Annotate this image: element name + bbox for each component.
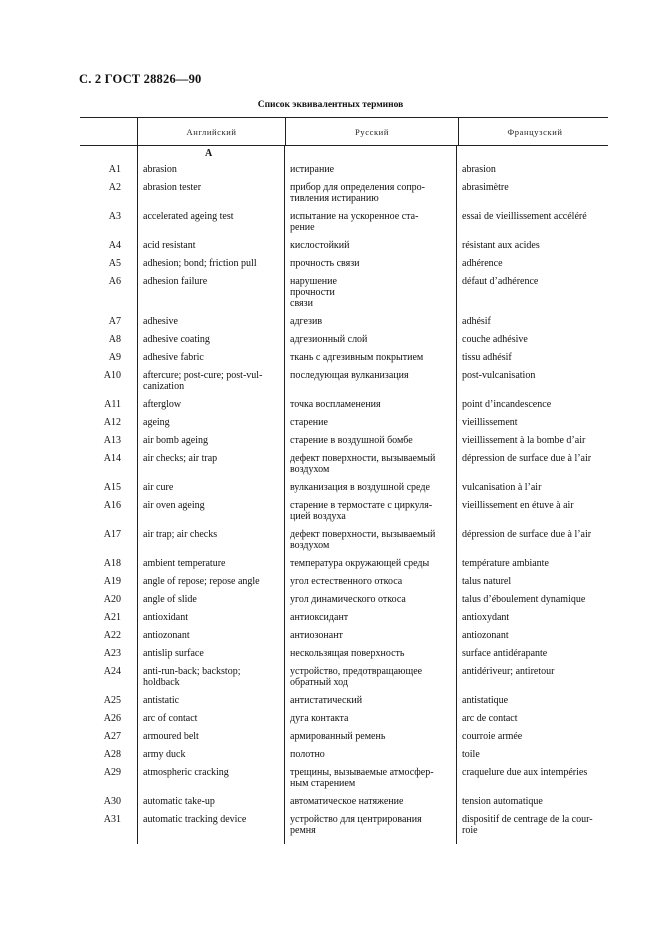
english-term-line: accelerated ageing test (143, 211, 234, 222)
french-term-line: craquelure due aux intempéries (462, 767, 588, 778)
term-code: A27 (103, 731, 121, 742)
table-title: Список эквивалентных терминов (257, 100, 404, 110)
russian-term-line: старение (290, 417, 328, 428)
table-row (80, 574, 608, 592)
term-code: A23 (103, 648, 121, 659)
english-term-line: automatic take-up (143, 796, 215, 807)
russian-term-line: обратный ход (290, 677, 348, 688)
russian-term-line: истирание (290, 164, 335, 175)
french-term (456, 332, 608, 350)
russian-term-line: кислостойкий (290, 240, 350, 251)
russian-term (284, 397, 456, 415)
term-code: A11 (104, 399, 121, 410)
english-term-line: antistatic (143, 695, 180, 706)
english-term (137, 527, 284, 556)
header-french: Французский (458, 118, 611, 145)
french-term-line: toile (462, 749, 480, 760)
russian-term-line: старение в воздушной бомбе (290, 435, 413, 446)
french-term-line: roie (462, 825, 478, 836)
russian-term-line: связи (290, 298, 313, 309)
english-term-line: anti-run-back; backstop; (143, 666, 241, 677)
table-row (80, 451, 608, 480)
french-term (456, 765, 608, 794)
table-row (80, 527, 608, 556)
term-code: A31 (103, 814, 121, 825)
french-term (456, 397, 608, 415)
french-term (456, 628, 608, 646)
table-row (80, 180, 608, 209)
english-term (137, 368, 284, 397)
french-term (456, 480, 608, 498)
russian-term-line: угол динамического откоса (290, 594, 406, 605)
table-header-row (80, 118, 608, 146)
russian-term (284, 747, 456, 765)
french-term-line: vulcanisation à l’air (462, 482, 542, 493)
english-term (137, 574, 284, 592)
french-term-line: adhésif (462, 316, 491, 327)
russian-term (284, 238, 456, 256)
english-term-line: abrasion (143, 164, 177, 175)
french-term (456, 747, 608, 765)
french-term (456, 209, 608, 238)
french-term-line: résistant aux acides (462, 240, 540, 251)
header-russian: Русский (285, 118, 458, 145)
term-code: A24 (103, 666, 121, 677)
russian-term (284, 729, 456, 747)
french-term-line: antistatique (462, 695, 509, 706)
table-row (80, 664, 608, 693)
french-term (456, 610, 608, 628)
russian-term (284, 162, 456, 180)
english-term-line: adhesion failure (143, 276, 208, 287)
english-term (137, 664, 284, 693)
russian-term-line: прочности (290, 287, 335, 298)
english-term-line: antioxidant (143, 612, 188, 623)
russian-term-line: устройство для центрирования (290, 814, 422, 825)
english-term (137, 610, 284, 628)
english-term (137, 415, 284, 433)
russian-term-line: воздухом (290, 540, 330, 551)
english-term-line: atmospheric cracking (143, 767, 229, 778)
english-term (137, 162, 284, 180)
russian-term-line: тивления истиранию (290, 193, 379, 204)
russian-term (284, 592, 456, 610)
french-term-line: vieillissement (462, 417, 518, 428)
french-term (456, 498, 608, 527)
russian-term-line: адгезив (290, 316, 323, 327)
english-term (137, 812, 284, 841)
english-term-line: arc of contact (143, 713, 198, 724)
russian-term (284, 812, 456, 841)
russian-term-line: дефект поверхности, вызываемый (290, 453, 436, 464)
table-row (80, 556, 608, 574)
french-term-line: arc de contact (462, 713, 518, 724)
russian-term-line: ным старением (290, 778, 356, 789)
russian-term (284, 610, 456, 628)
table-row (80, 433, 608, 451)
english-term-line: antiozonant (143, 630, 190, 641)
english-term (137, 794, 284, 812)
french-term (456, 433, 608, 451)
french-term (456, 729, 608, 747)
russian-term-line: устройство, предотвращающее (290, 666, 423, 677)
english-term (137, 646, 284, 664)
english-term-line: air bomb ageing (143, 435, 208, 446)
french-term-line: dépression de surface due à l’air (462, 453, 592, 464)
english-term (137, 747, 284, 765)
term-code: A18 (103, 558, 121, 569)
english-term (137, 693, 284, 711)
english-term-line: aftercure; post-cure; post-vul- (143, 370, 263, 381)
english-term (137, 397, 284, 415)
english-term (137, 765, 284, 794)
table-body (80, 146, 608, 841)
term-code: A16 (103, 500, 121, 511)
russian-term (284, 314, 456, 332)
russian-term (284, 498, 456, 527)
table-row (80, 812, 608, 841)
french-term-line: surface antidérapante (462, 648, 548, 659)
table-row (80, 592, 608, 610)
russian-term-line: цией воздуха (290, 511, 346, 522)
russian-term-line: температура окружающей среды (290, 558, 430, 569)
page-header: С. 2 ГОСТ 28826—90 (79, 72, 202, 86)
english-term-line: automatic tracking device (143, 814, 247, 825)
table-row (80, 480, 608, 498)
section-letter: А (205, 148, 213, 159)
russian-term (284, 180, 456, 209)
russian-term-line: полотно (290, 749, 325, 760)
table-row (80, 332, 608, 350)
french-term (456, 664, 608, 693)
english-term (137, 238, 284, 256)
english-term (137, 274, 284, 314)
russian-term (284, 794, 456, 812)
column-divider (284, 146, 285, 844)
term-code: A10 (103, 370, 121, 381)
english-term-line: air cure (143, 482, 174, 493)
russian-term (284, 209, 456, 238)
english-term (137, 180, 284, 209)
english-term (137, 433, 284, 451)
russian-term (284, 274, 456, 314)
russian-term (284, 256, 456, 274)
french-term-line: antiozonant (462, 630, 509, 641)
english-term-line: ageing (143, 417, 170, 428)
french-term (456, 314, 608, 332)
russian-term-line: вулканизация в воздушной среде (290, 482, 430, 493)
term-code: A9 (108, 352, 121, 363)
table-row (80, 646, 608, 664)
english-term (137, 498, 284, 527)
table-row (80, 693, 608, 711)
french-term (456, 574, 608, 592)
table-row (80, 209, 608, 238)
russian-term-line: дефект поверхности, вызываемый (290, 529, 436, 540)
column-divider (456, 146, 457, 844)
term-code: A22 (103, 630, 121, 641)
term-code: A17 (103, 529, 121, 540)
french-term (456, 368, 608, 397)
english-term (137, 711, 284, 729)
term-code: A30 (103, 796, 121, 807)
russian-term (284, 693, 456, 711)
english-term-line: angle of repose; repose angle (143, 576, 260, 587)
french-term (456, 415, 608, 433)
french-term-line: post-vulcanisation (462, 370, 536, 381)
english-term (137, 209, 284, 238)
french-term (456, 451, 608, 480)
english-term-line: ambient temperature (143, 558, 226, 569)
term-code: A8 (108, 334, 121, 345)
french-term (456, 180, 608, 209)
russian-term (284, 350, 456, 368)
table-row (80, 498, 608, 527)
russian-term (284, 711, 456, 729)
term-code: A1 (108, 164, 121, 175)
french-term (456, 256, 608, 274)
french-term-line: tension automatique (462, 796, 543, 807)
english-term-line: army duck (143, 749, 186, 760)
english-term-line: abrasion tester (143, 182, 202, 193)
russian-term-line: последующая вулканизация (290, 370, 409, 381)
term-code: A4 (108, 240, 121, 251)
english-term (137, 350, 284, 368)
french-term-line: adhérence (462, 258, 503, 269)
russian-term-line: прибор для определения сопро- (290, 182, 426, 193)
english-term (137, 332, 284, 350)
french-term-line: température ambiante (462, 558, 549, 569)
english-term-line: air oven ageing (143, 500, 205, 511)
french-term-line: vieillissement à la bombe d’air (462, 435, 586, 446)
header-code-cell (80, 118, 137, 145)
russian-term-line: нескользящая поверхность (290, 648, 405, 659)
russian-term (284, 664, 456, 693)
table-row (80, 610, 608, 628)
term-code: A20 (103, 594, 121, 605)
english-term-line: adhesive coating (143, 334, 210, 345)
table-row (80, 628, 608, 646)
term-code: A28 (103, 749, 121, 760)
term-code: A26 (103, 713, 121, 724)
table-row (80, 238, 608, 256)
french-term-line: talus naturel (462, 576, 512, 587)
table-row (80, 274, 608, 314)
english-term (137, 451, 284, 480)
english-term-line: adhesive (143, 316, 178, 327)
russian-term-line: испытание на ускоренное ста- (290, 211, 419, 222)
english-term-line: canization (143, 381, 185, 392)
russian-term-line: угол естественного откоса (290, 576, 403, 587)
english-term-line: holdback (143, 677, 180, 688)
french-term-line: antidériveur; antiretour (462, 666, 555, 677)
table-row (80, 162, 608, 180)
term-code: A19 (103, 576, 121, 587)
table-row (80, 711, 608, 729)
english-term-line: angle of slide (143, 594, 197, 605)
table-row (80, 314, 608, 332)
french-term-line: abrasimètre (462, 182, 509, 193)
french-term (456, 238, 608, 256)
french-term-line: essai de vieillissement accéléré (462, 211, 587, 222)
table-row (80, 794, 608, 812)
russian-term (284, 527, 456, 556)
russian-term (284, 433, 456, 451)
english-term (137, 628, 284, 646)
term-code: A25 (103, 695, 121, 706)
russian-term (284, 451, 456, 480)
english-term (137, 729, 284, 747)
term-code: A6 (108, 276, 121, 287)
french-term (456, 162, 608, 180)
table-row (80, 256, 608, 274)
french-term (456, 711, 608, 729)
english-term-line: acid resistant (143, 240, 196, 251)
russian-term-line: адгезионный слой (290, 334, 368, 345)
table-row (80, 415, 608, 433)
table-row (80, 729, 608, 747)
french-term-line: antioxydant (462, 612, 510, 623)
russian-term-line: автоматическое натяжение (290, 796, 404, 807)
russian-term-line: ткань с адгезивным покрытием (290, 352, 424, 363)
table-row (80, 368, 608, 397)
term-code: A21 (103, 612, 121, 623)
english-term-line: adhesive fabric (143, 352, 204, 363)
french-term (456, 812, 608, 841)
russian-term-line: дуга контакта (290, 713, 349, 724)
french-term-line: dispositif de centrage de la cour- (462, 814, 593, 825)
french-term-line: abrasion (462, 164, 496, 175)
french-term (456, 693, 608, 711)
russian-term-line: рение (290, 222, 315, 233)
term-code: A2 (108, 182, 121, 193)
english-term-line: air checks; air trap (143, 453, 218, 464)
russian-term (284, 415, 456, 433)
french-term (456, 350, 608, 368)
french-term (456, 646, 608, 664)
french-term-line: couche adhésive (462, 334, 528, 345)
french-term-line: tissu adhésif (462, 352, 512, 363)
term-code: A3 (108, 211, 121, 222)
russian-term-line: прочность связи (290, 258, 360, 269)
table-row (80, 397, 608, 415)
french-term (456, 592, 608, 610)
french-term-line: point d’incandescence (462, 399, 552, 410)
french-term-line: dépression de surface due à l’air (462, 529, 592, 540)
term-code: A29 (103, 767, 121, 778)
russian-term-line: трещины, вызываемые атмосфер- (290, 767, 434, 778)
english-term-line: afterglow (143, 399, 182, 410)
term-code: A15 (103, 482, 121, 493)
table-row (80, 765, 608, 794)
english-term (137, 256, 284, 274)
term-code: A13 (103, 435, 121, 446)
english-term (137, 314, 284, 332)
english-term-line: antislip surface (143, 648, 204, 659)
english-term-line: adhesion; bond; friction pull (143, 258, 257, 269)
russian-term (284, 556, 456, 574)
terms-table (80, 117, 608, 841)
russian-term-line: антистатический (290, 695, 363, 706)
term-code: A14 (103, 453, 121, 464)
russian-term (284, 332, 456, 350)
english-term (137, 480, 284, 498)
russian-term (284, 628, 456, 646)
french-term-line: talus d’éboulement dynamique (462, 594, 586, 605)
french-term (456, 527, 608, 556)
english-term (137, 556, 284, 574)
column-divider (137, 146, 138, 844)
russian-term (284, 368, 456, 397)
russian-term-line: нарушение (290, 276, 337, 287)
english-term-line: armoured belt (143, 731, 199, 742)
russian-term (284, 646, 456, 664)
french-term-line: vieillissement en étuve à air (462, 500, 574, 511)
english-term (137, 592, 284, 610)
russian-term-line: старение в термостате с циркуля- (290, 500, 433, 511)
french-term-line: courroie armée (462, 731, 523, 742)
table-row (80, 747, 608, 765)
english-term-line: air trap; air checks (143, 529, 218, 540)
russian-term-line: антиоксидант (290, 612, 349, 623)
french-term (456, 794, 608, 812)
french-term (456, 556, 608, 574)
russian-term (284, 480, 456, 498)
russian-term-line: точка воспламенения (290, 399, 381, 410)
table-row (80, 350, 608, 368)
russian-term (284, 765, 456, 794)
term-code: A12 (103, 417, 121, 428)
russian-term-line: антиозонант (290, 630, 343, 641)
french-term-line: défaut d’adhérence (462, 276, 539, 287)
russian-term-line: ремня (290, 825, 316, 836)
russian-term-line: воздухом (290, 464, 330, 475)
russian-term-line: армированный ремень (290, 731, 386, 742)
header-english: Английский (137, 118, 285, 145)
russian-term (284, 574, 456, 592)
french-term (456, 274, 608, 314)
term-code: A7 (108, 316, 121, 327)
term-code: A5 (108, 258, 121, 269)
